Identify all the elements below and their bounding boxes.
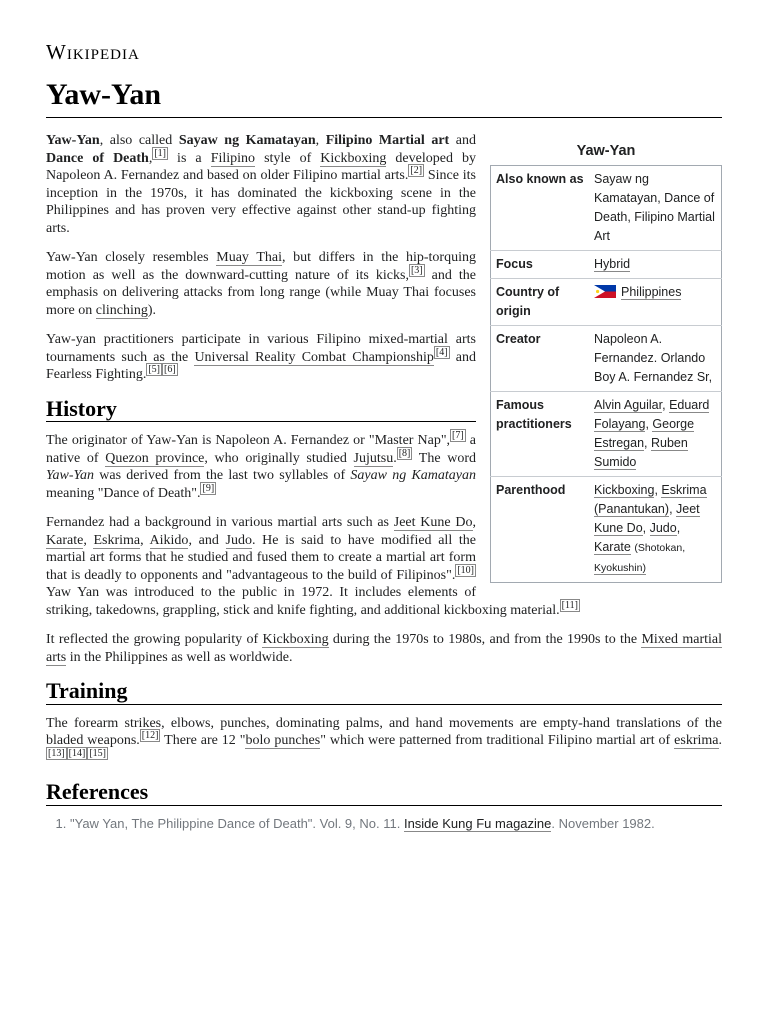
section-heading-training: Training [46,682,722,705]
text: , [148,150,153,166]
italic-term: Yaw-Yan [46,468,95,483]
country-link[interactable]: Philippines [621,285,682,299]
text: , [83,532,94,548]
training-paragraph-1 [46,715,722,768]
parent-art-link[interactable]: Eskrima [661,483,707,497]
wikipedia-logo[interactable]: Wikipedia [46,40,140,64]
parent-art-link[interactable]: Kyokushin) [594,562,646,574]
text: The originator of Yaw-Yan is Napoleon A. Fernandez or "Master Nap", [46,433,451,448]
practitioner-link[interactable]: Ruben Sumido [594,436,688,469]
text: , [472,515,476,530]
judo-link[interactable]: Judo [225,532,252,548]
infobox-table [490,165,722,583]
infobox-row-country [491,279,722,326]
infobox-row-creator [491,326,722,392]
text: It reflected the growing popularity of [46,632,263,647]
history-paragraph-3 [46,631,722,666]
citation-link[interactable]: [4] [435,346,448,358]
aikido-link[interactable]: Aikido [149,532,189,548]
parent-art-note: (Shotokan, [634,542,686,554]
text: and [455,133,477,148]
citation-link[interactable]: [7] [452,430,464,442]
citation-link[interactable]: [14] [68,747,86,759]
italic-term: Sayaw ng Kamatayan [350,468,477,483]
text: was derived from the last two syllables of [94,468,351,483]
citation-link[interactable]: [9] [202,482,215,494]
text: Yaw-yan practitioners participate in various Filipino mixed-martial arts tournaments such as the [46,332,476,365]
parent-art-link[interactable]: Judo [649,521,677,535]
section-heading-history: History [46,400,476,423]
infobox-row-parenthood: Parenthood Kickboxing, Eskrima (Panantukan), Jeet Kune Do, Judo, Karate (Shotokan, Kyokushin) [491,477,722,583]
text: developed by Napoleon A. Fernandez and based on older Filipino martial arts. [46,150,476,183]
infobox-label: Famous practitioners [491,392,590,477]
muay-thai-link[interactable]: Muay Thai [216,250,282,265]
text: ). [147,302,157,318]
kickboxing-link[interactable]: Kickboxing [262,632,329,647]
term-bold: Yaw-Yan [46,133,100,148]
citation-link[interactable]: [12] [141,730,159,742]
eskrima-link[interactable]: eskrima [674,733,719,748]
text: and Fearless Fighting. [46,349,476,382]
references-list [46,816,722,833]
section-heading-references: References [46,783,722,806]
term-bold: Dance of Death [46,150,149,166]
citation-link[interactable]: [11] [561,599,578,611]
text: in the Philippines as well as worldwide. [66,649,293,665]
citation-link[interactable]: [15] [89,747,107,759]
eskrima-link[interactable]: Eskrima [93,532,141,548]
quezon-link[interactable]: Quezon province [105,450,205,466]
reference-item [70,816,722,833]
infobox-label: Country of origin [491,279,590,326]
text: during the 1970s to 1980s, and from the 1990s to the [328,632,642,647]
infobox-label: Also known as [496,172,584,186]
parent-art-link[interactable]: Karate [594,540,631,554]
mma-link[interactable]: Mixed martial arts [46,632,722,665]
text: meaning "Dance of Death". [46,485,201,501]
philippines-flag-icon [594,285,616,298]
flag-sun [596,290,599,293]
infobox-label: Focus [491,251,590,279]
citation-link[interactable]: [13] [48,747,65,759]
citation-link[interactable]: [3] [410,264,423,276]
focus-link[interactable]: Hybrid [594,257,631,271]
text: , also called [99,133,179,148]
parent-art-link[interactable]: Jeet Kune Do [594,502,700,535]
text: a native of [46,433,476,466]
reference-text: "Yaw Yan, The Philippine Dance of Death". Vol. 9, No. 11. [70,815,404,831]
reference-text: . November 1982. [551,815,655,831]
urcc-link[interactable]: Universal Reality Combat Championship [194,349,434,365]
kickboxing-link[interactable]: Kickboxing [320,150,387,166]
infobox-row-practitioners: Famous practitioners Alvin Aguilar, Eduard Folayang, George Estregan, Ruben Sumido [491,392,722,477]
karate-link[interactable]: Karate [46,532,84,548]
text: . [393,450,397,466]
infobox-value: Sayaw ng Kamatayan, Dance of Death, Filipino Martial Art [594,172,715,243]
practitioner-link[interactable]: George Estregan [594,417,695,450]
citation-link[interactable]: [10] [457,564,474,576]
text: is a [168,150,211,166]
parent-art-link[interactable]: Kickboxing [594,483,655,497]
practitioner-link[interactable]: Eduard Folayang [594,398,710,431]
parent-art-link[interactable]: (Panantukan) [594,502,670,516]
infobox-title: Yaw-Yan [576,143,636,159]
text: , [140,532,150,548]
text: , but differs in the hip-torquing motion as well as the downward-cutting nature of its kicks, [46,250,476,283]
page-title: Yaw-Yan [46,78,162,111]
citation-link[interactable]: [5] [148,364,161,376]
article-body [46,132,722,832]
infobox-value: Napoleon A. Fernandez. Orlando Boy A. Fernandez Sr, [589,326,722,392]
jujutsu-link[interactable]: Jujutsu [353,450,394,466]
text: Fernandez had a background in various martial arts such as [46,515,394,530]
citation-link[interactable]: [2] [410,165,423,177]
text: and the emphasis on delivering attacks from long range (while Muay Thai focuses more on [46,267,477,318]
term-bold: Sayaw ng Kamatayan [178,133,316,148]
text: Yaw-Yan closely resembles [46,250,217,265]
text: . [718,733,722,748]
text: , [315,133,326,148]
citation-link[interactable]: [1] [154,147,167,159]
reference-source-link[interactable]: Inside Kung Fu magazine [403,815,552,831]
text: . He is said to have modified all the martial art forms that he studied and fused them to create a martial art form that is deadly to opponents and "advantageous to the build of Filipinos". [46,532,476,583]
practitioner-link[interactable]: Alvin Aguilar [594,398,663,412]
text: The word [412,450,476,466]
infobox-row-also-known [491,166,722,251]
filipino-link[interactable]: Filipino [210,150,256,166]
clinching-link[interactable]: clinching [95,302,148,318]
text: There are 12 " [160,733,246,748]
text: style of [255,150,321,166]
text: Since its inception in the 1970s, it has dominated the kickboxing scene in the Philippines and has proven very effective against other stand-up fighting arts. [46,168,476,236]
infobox-label: Creator [491,326,590,392]
citation-link[interactable]: [6] [164,364,176,376]
bolo-punches-link[interactable]: bolo punches [245,733,321,748]
text: Yaw Yan was introduced to the public in 1972. It includes elements of striking, takedowns, grappling, stick and knife fighting, and additional kickboxing material. [46,585,560,618]
text: " which were patterned from traditional Filipino martial art of [320,733,675,748]
infobox [490,142,722,583]
text: , and [188,532,226,548]
citation-link[interactable]: [8] [398,447,411,459]
infobox-label: Parenthood [491,477,590,583]
infobox-row-focus [491,251,722,279]
text: , who originally studied [204,450,354,466]
title-divider [46,117,722,118]
term-bold: Filipino Martial art [325,133,450,148]
text: The forearm strikes, elbows, punches, dominating palms, and hand movements are empty-hand translations of the bladed weapons. [46,715,722,748]
jeet-kune-do-link[interactable]: Jeet Kune Do [393,515,473,530]
